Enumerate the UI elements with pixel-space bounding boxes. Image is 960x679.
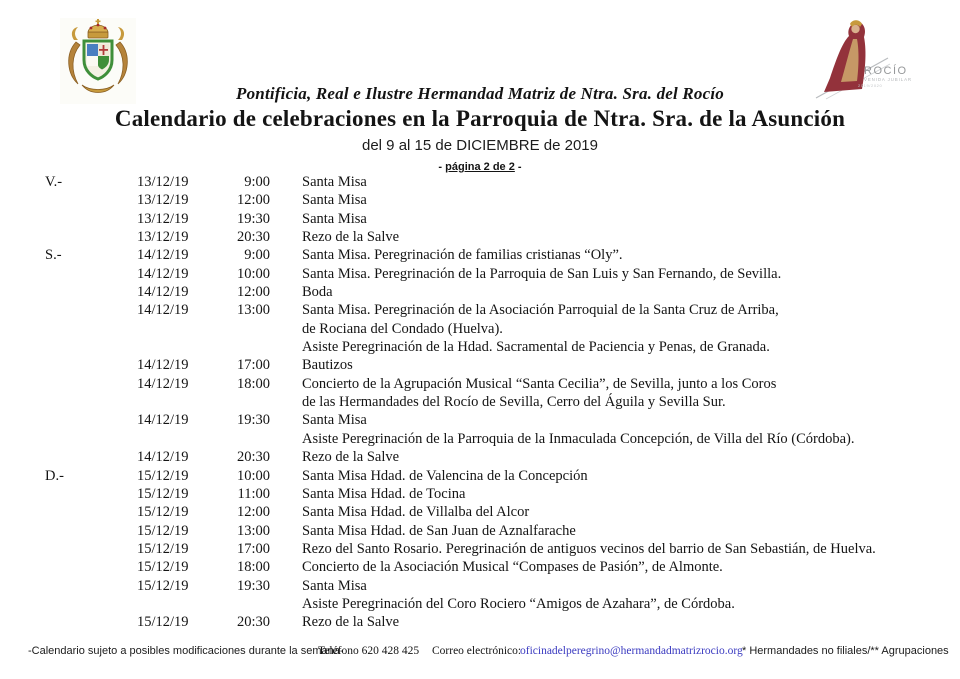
day-marker xyxy=(45,338,137,356)
event-time xyxy=(207,338,270,356)
event-date: 13/12/19 xyxy=(137,229,189,246)
footnote-legend: * Hermandades no filiales/** Agrupaciones xyxy=(742,645,949,657)
event-description: Santa Misa. Peregrinación de familias cristianas “Oly”. xyxy=(302,247,623,264)
day-marker: D.- xyxy=(45,467,64,484)
table-row xyxy=(0,411,960,429)
event-time: 19:30 xyxy=(236,577,270,594)
event-time: 19:30 xyxy=(236,412,270,429)
event-date: 14/12/19 xyxy=(137,449,189,466)
email-link[interactable]: oficinadelperegrino@hermandadmatrizrocio.org xyxy=(520,645,743,657)
event-date: 14/12/19 xyxy=(137,284,189,301)
event-date xyxy=(137,595,207,613)
table-row xyxy=(0,338,960,356)
event-description: Rezo de la Salve xyxy=(302,614,400,631)
page-number-suffix: - xyxy=(514,161,522,173)
event-date xyxy=(137,430,207,448)
modification-note: -Calendario sujeto a posibles modificaciones durante la semana- xyxy=(28,645,344,657)
event-time xyxy=(207,430,270,448)
table-row xyxy=(0,540,960,558)
schedule-table xyxy=(0,173,960,632)
table-row xyxy=(0,613,960,631)
event-date: 15/12/19 xyxy=(137,522,189,539)
event-description: Santa Misa. Peregrinación de la Parroquia de San Luis y San Fernando, de Sevilla. xyxy=(302,265,782,282)
day-marker xyxy=(45,613,137,631)
table-row xyxy=(0,393,960,411)
rocio-logo-subtitle: VENIDA JUBILAR xyxy=(864,77,912,82)
table-row xyxy=(0,595,960,613)
event-date: 15/12/19 xyxy=(137,504,189,521)
event-time xyxy=(207,595,270,613)
event-time: 17:00 xyxy=(236,357,270,374)
event-date: 15/12/19 xyxy=(137,540,189,557)
event-date: 14/12/19 xyxy=(137,247,189,264)
rocio-logo-title: ROCÍO xyxy=(864,65,908,77)
table-row xyxy=(0,283,960,301)
event-date: 13/12/19 xyxy=(137,174,189,190)
day-marker xyxy=(45,191,137,209)
event-description: Santa Misa Hdad. de Villalba del Alcor xyxy=(302,504,530,521)
event-time xyxy=(207,320,270,338)
event-time: 11:00 xyxy=(237,485,270,502)
event-description: de Rociana del Condado (Huelva). xyxy=(302,320,503,337)
page-number-prefix: - xyxy=(438,161,446,173)
table-row xyxy=(0,430,960,448)
day-marker xyxy=(45,393,137,411)
event-description: Concierto de la Agrupación Musical “Santa Cecilia”, de Sevilla, junto a los Coros xyxy=(302,375,777,392)
event-date: 14/12/19 xyxy=(137,265,189,282)
table-row xyxy=(0,558,960,576)
day-marker xyxy=(45,411,137,429)
day-marker xyxy=(45,283,137,301)
day-marker xyxy=(45,265,137,283)
event-date: 13/12/19 xyxy=(137,192,189,209)
day-marker xyxy=(45,595,137,613)
event-description: Asiste Peregrinación de la Hdad. Sacramental de Paciencia y Penas, de Granada. xyxy=(302,339,770,356)
table-row xyxy=(0,173,960,191)
event-time: 10:00 xyxy=(236,265,270,282)
event-description: Santa Misa Hdad. de Tocina xyxy=(302,485,466,502)
event-description: Boda xyxy=(302,284,333,301)
event-time: 20:30 xyxy=(236,614,270,631)
day-marker xyxy=(45,228,137,246)
day-marker xyxy=(45,210,137,228)
event-description: Asiste Peregrinación del Coro Rociero “Amigos de Azahara”, de Córdoba. xyxy=(302,595,735,612)
event-date: 13/12/19 xyxy=(137,210,189,227)
event-description: Santa Misa Hdad. de Valencina de la Concepción xyxy=(302,467,588,484)
event-date: 15/12/19 xyxy=(137,559,189,576)
day-marker: V.- xyxy=(45,174,63,190)
event-time: 13:00 xyxy=(236,302,270,319)
event-date xyxy=(137,338,207,356)
event-description: Asiste Peregrinación de la Parroquia de la Inmaculada Concepción, de Villa del Río (Córdoba). xyxy=(302,430,855,447)
day-marker xyxy=(45,540,137,558)
day-marker xyxy=(45,522,137,540)
event-date: 15/12/19 xyxy=(137,485,189,502)
event-date: 14/12/19 xyxy=(137,375,189,392)
event-description: Bautizos xyxy=(302,357,353,374)
table-row xyxy=(0,467,960,485)
event-date: 14/12/19 xyxy=(137,412,189,429)
event-time: 20:30 xyxy=(236,449,270,466)
event-date xyxy=(137,393,207,411)
event-date: 14/12/19 xyxy=(137,357,189,374)
table-row xyxy=(0,191,960,209)
event-description: Rezo del Santo Rosario. Peregrinación de antiguos vecinos del barrio de San Sebastián, de Huelva. xyxy=(302,540,876,557)
event-date: 15/12/19 xyxy=(137,614,189,631)
event-description: Rezo de la Salve xyxy=(302,449,400,466)
event-date: 15/12/19 xyxy=(137,467,189,484)
event-time: 20:30 xyxy=(236,229,270,246)
day-marker xyxy=(45,301,137,319)
phone-number: Teléfono 620 428 425 xyxy=(318,645,420,657)
day-marker xyxy=(45,356,137,374)
event-time: 17:00 xyxy=(236,540,270,557)
event-description: Santa Misa xyxy=(302,412,367,429)
event-time: 18:00 xyxy=(236,375,270,392)
table-row xyxy=(0,503,960,521)
table-row xyxy=(0,301,960,319)
table-row xyxy=(0,228,960,246)
table-row xyxy=(0,356,960,374)
page-number-label: página 2 de 2 xyxy=(445,161,515,173)
event-date xyxy=(137,320,207,338)
event-time: 9:00 xyxy=(244,174,270,190)
table-row xyxy=(0,485,960,503)
event-time: 12:00 xyxy=(236,284,270,301)
day-marker xyxy=(45,448,137,466)
event-description: Santa Misa xyxy=(302,577,367,594)
table-row xyxy=(0,375,960,393)
event-description: Santa Misa xyxy=(302,174,367,190)
event-time: 9:00 xyxy=(244,247,270,264)
footer xyxy=(0,644,960,664)
date-range-subtitle: del 9 al 15 de DICIEMBRE de 2019 xyxy=(362,137,598,154)
day-marker xyxy=(45,375,137,393)
event-time: 19:30 xyxy=(236,210,270,227)
day-marker xyxy=(45,430,137,448)
event-time: 12:00 xyxy=(236,504,270,521)
table-row xyxy=(0,522,960,540)
event-description: Santa Misa xyxy=(302,210,367,227)
event-description: Santa Misa Hdad. de San Juan de Aznalfarache xyxy=(302,522,576,539)
day-marker xyxy=(45,577,137,595)
email-label: Correo electrónico: xyxy=(432,645,522,657)
table-row xyxy=(0,448,960,466)
day-marker xyxy=(45,558,137,576)
event-description: de las Hermandades del Rocío de Sevilla, Cerro del Águila y Sevilla Sur. xyxy=(302,394,726,411)
event-time: 12:00 xyxy=(236,192,270,209)
event-date: 15/12/19 xyxy=(137,577,189,594)
page-title: Calendario de celebraciones en la Parroquia de Ntra. Sra. de la Asunción xyxy=(114,106,846,131)
event-time: 13:00 xyxy=(236,522,270,539)
rocio-logo-years: 2019/2020 xyxy=(858,83,883,88)
event-date: 14/12/19 xyxy=(137,302,189,319)
table-row xyxy=(0,320,960,338)
table-row xyxy=(0,577,960,595)
event-time: 18:00 xyxy=(236,559,270,576)
event-time xyxy=(207,393,270,411)
event-description: Santa Misa xyxy=(302,192,367,209)
table-row xyxy=(0,210,960,228)
event-description: Santa Misa. Peregrinación de la Asociación Parroquial de la Santa Cruz de Arriba, xyxy=(302,302,779,319)
event-description: Concierto de la Asociación Musical “Compases de Pasión”, de Almonte. xyxy=(302,559,723,576)
day-marker xyxy=(45,485,137,503)
rocio-venida-jubilar-logo xyxy=(812,16,912,106)
org-line: Pontificia, Real e Ilustre Hermandad Matriz de Ntra. Sra. del Rocío xyxy=(236,84,724,103)
event-description: Rezo de la Salve xyxy=(302,229,400,246)
day-marker: S.- xyxy=(45,247,62,264)
table-row xyxy=(0,265,960,283)
table-row xyxy=(0,246,960,264)
day-marker xyxy=(45,320,137,338)
event-time: 10:00 xyxy=(236,467,270,484)
day-marker xyxy=(45,503,137,521)
page-number xyxy=(0,160,960,174)
